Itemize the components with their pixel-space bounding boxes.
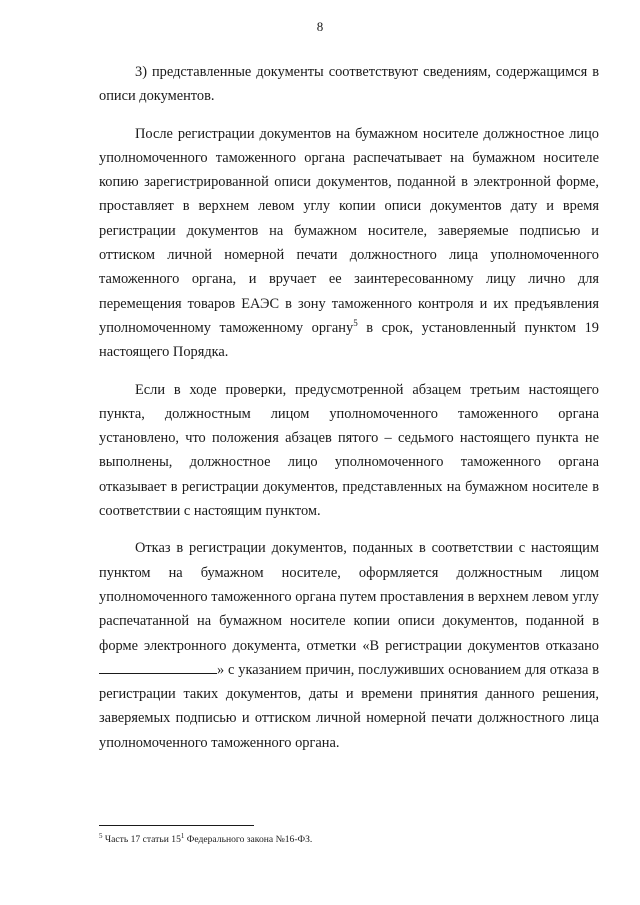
footnote-divider	[99, 825, 254, 826]
page-number: 8	[316, 19, 324, 34]
paragraph-check-failure	[99, 378, 599, 524]
footnote-reference: 5	[353, 318, 358, 329]
footnote	[99, 831, 599, 846]
footnote-marker: 5	[99, 831, 103, 840]
paragraph-refusal-text-end: » с указанием причин, послуживших основанием для отказа в регистрации таких документов, даты и времени принятия данного решения, заверяемых подписью и оттиском личной номерной печати должностного лица уполномоченного таможенного органа.	[99, 661, 599, 751]
footnote-text-end: Федерального закона №16-ФЗ.	[184, 834, 313, 845]
paragraph-refusal	[99, 536, 599, 755]
paragraph-condition-3-text: 3) представленные документы соответствуют сведениям, содержащимся в описи документов.	[99, 64, 599, 105]
paragraph-check-failure-text: Если в ходе проверки, предусмотренной абзацем третьим настоящего пункта, должностным лицом уполномоченного таможенного органа установлено, что положения абзацев пятого – седьмого настоящего пункта не выполнены, должностное лицо уполномоченного таможенного органа отказывает в регистрации документов, представленных на бумажном носителе в соответствии с настоящим пунктом.	[99, 381, 599, 520]
footnote-superscript: 1	[180, 831, 185, 840]
paragraph-registration	[99, 122, 599, 365]
paragraph-condition-3	[99, 60, 599, 109]
footnote-text: Часть 17 статьи 15	[102, 834, 181, 845]
blank-line	[99, 672, 217, 674]
body-text	[99, 60, 599, 755]
paragraph-registration-text: После регистрации документов на бумажном носителе должностное лицо уполномоченного таможенного органа распечатывает на бумажном носителе копию зарегистрированной описи документов, поданной в электронной форме, проставляет в верхнем левом углу копии описи документов дату и время регистрации документов на бумажном носителе, заверяемые подписью и оттиском личной номерной печати должностного лица уполномоченного таможенного органа, и вручает ее заинтересованному лицу лично для перемещения товаров ЕАЭС в зону таможенного контроля и их предъявления уполномоченному таможенному органу	[99, 125, 599, 336]
paragraph-registration-text-end: в срок, установленный пунктом 19 настоящего Порядка.	[99, 319, 599, 361]
paragraph-refusal-text: Отказ в регистрации документов, поданных в соответствии с настоящим пунктом на бумажном носителе, оформляется должностным лицом уполномоченного таможенного органа путем проставления в верхнем левом углу распечатанной на бумажном носителе копии описи документов, поданной в форме электронного документа, отметки «В регистрации документов отказано	[99, 540, 599, 654]
